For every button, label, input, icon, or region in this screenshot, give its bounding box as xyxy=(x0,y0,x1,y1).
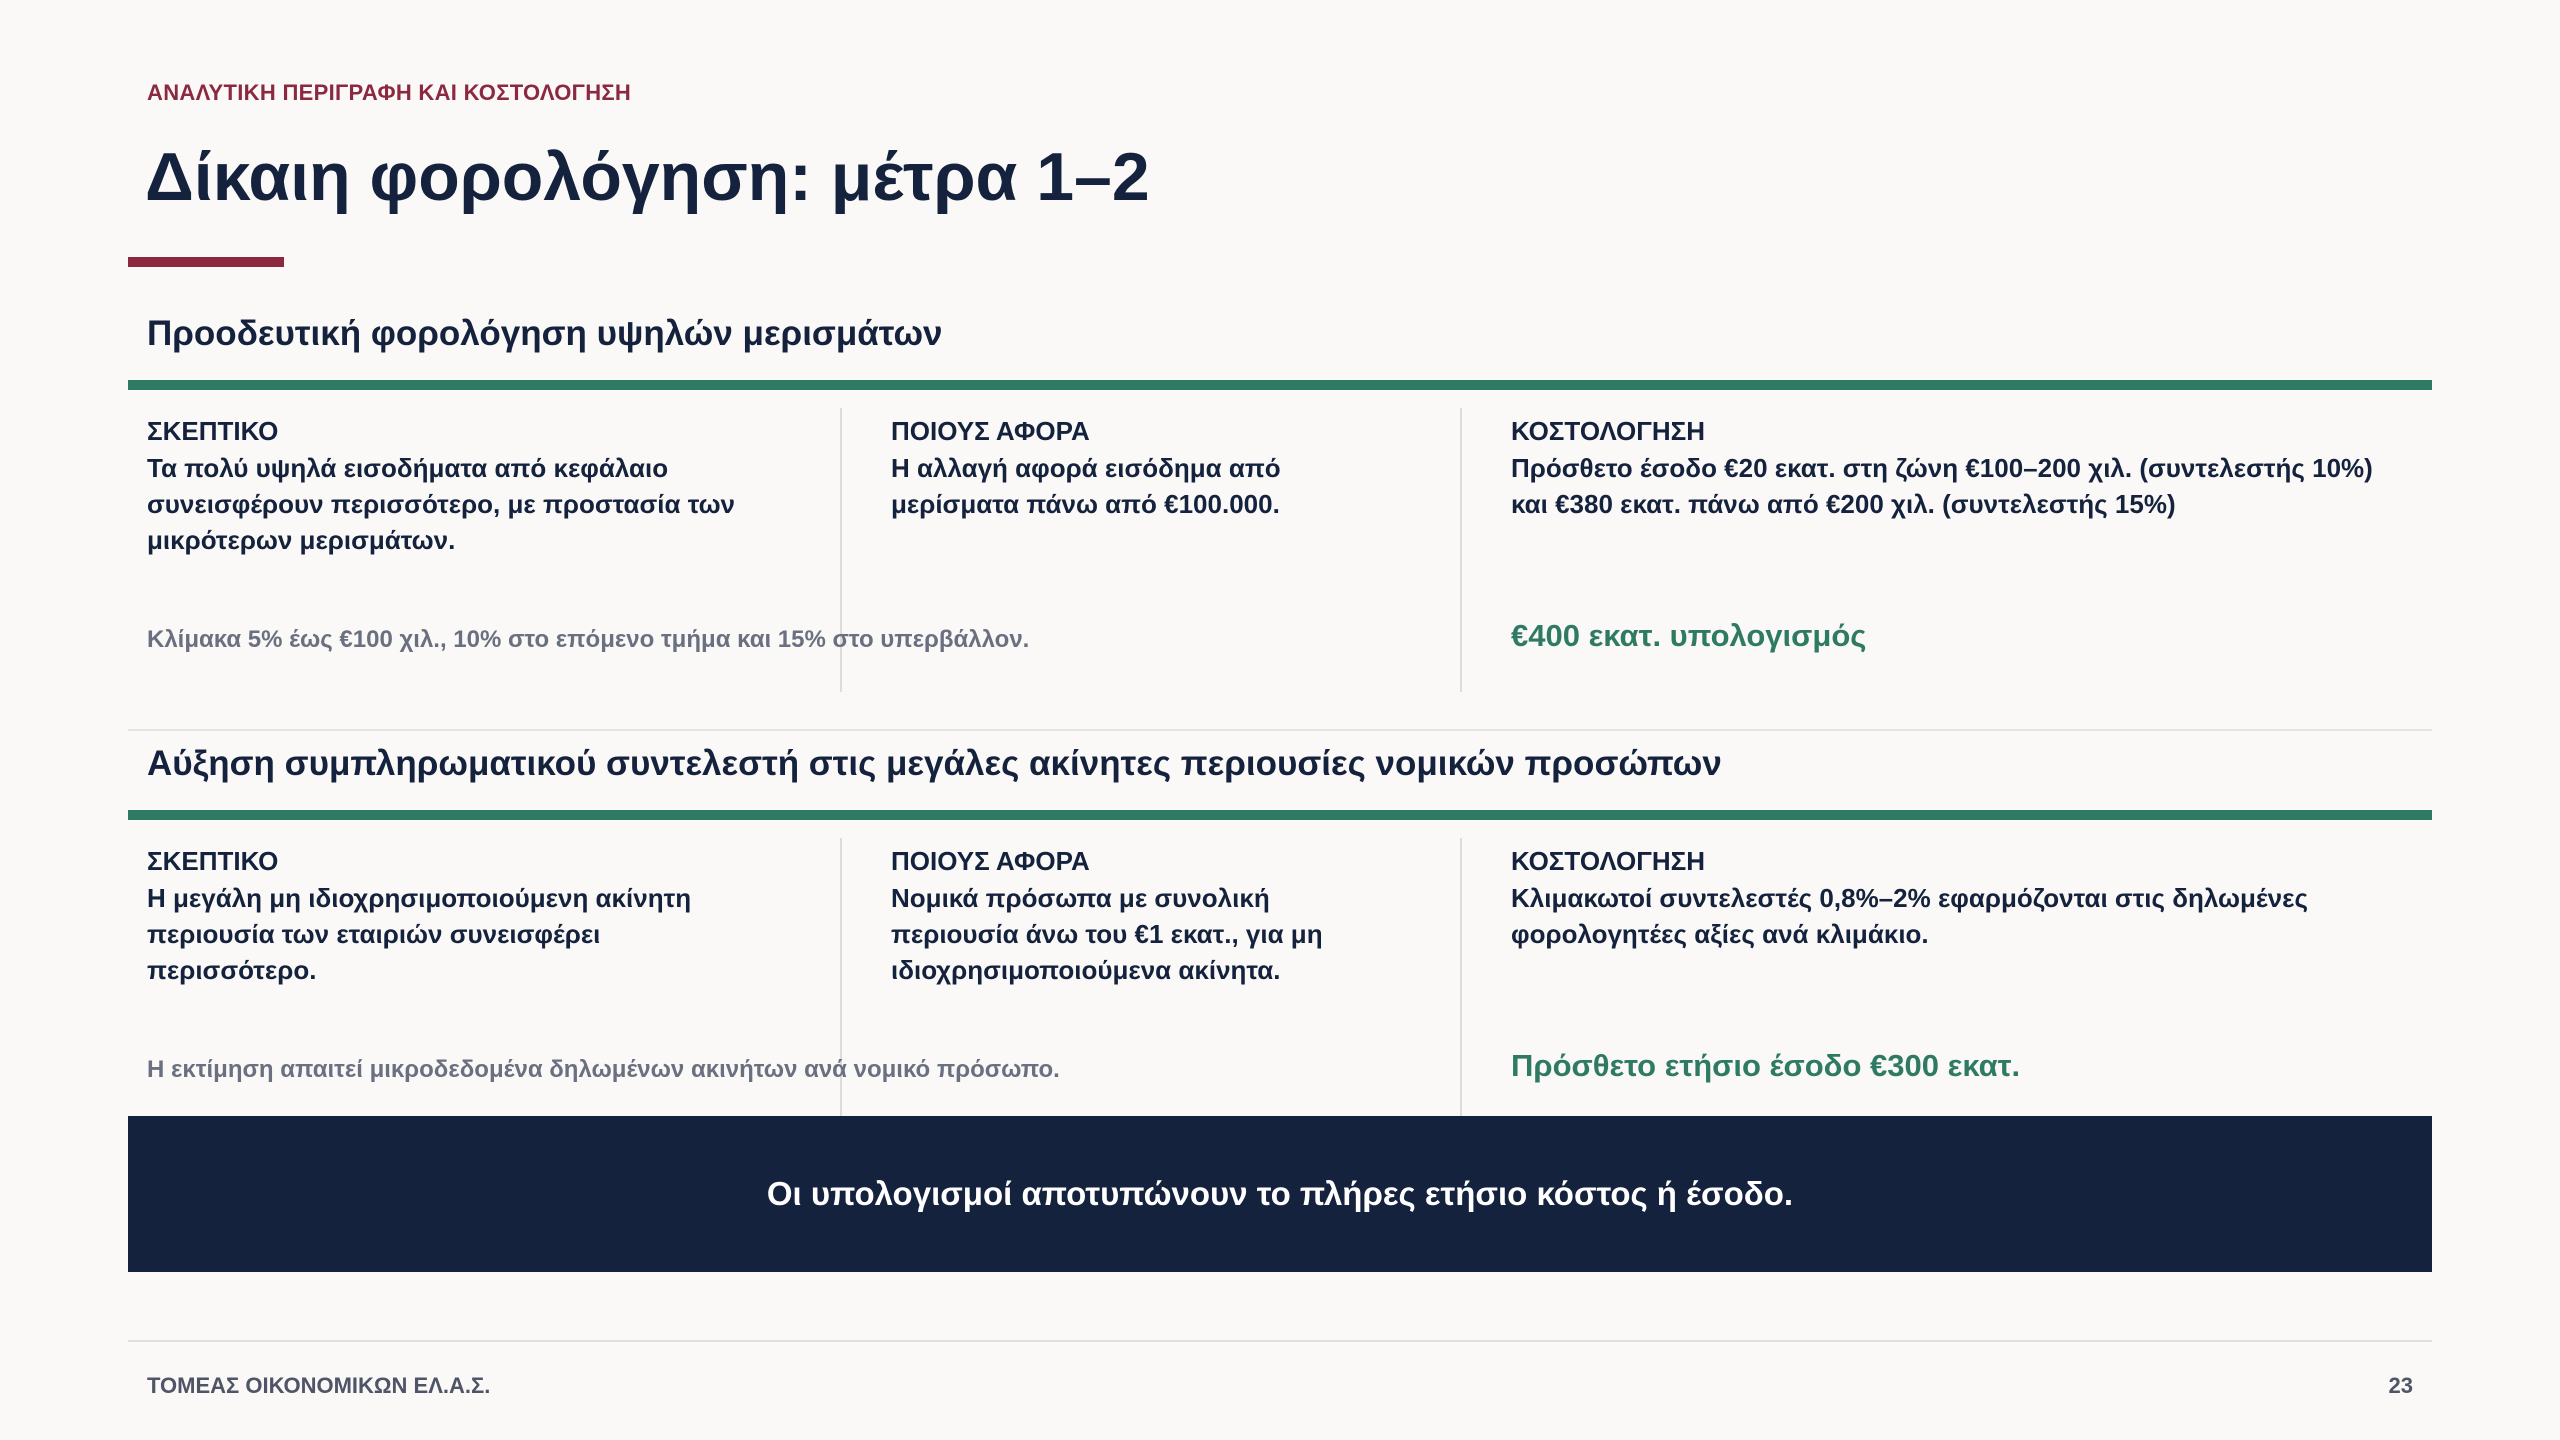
measure-1-divider-2 xyxy=(1460,408,1462,692)
measure-2-rationale-heading: ΣΚΕΠΤΙΚΟ xyxy=(147,846,279,876)
page-number: 23 xyxy=(2388,1373,2413,1398)
measure-1-cost-heading: ΚΟΣΤΟΛΟΓΗΣΗ xyxy=(1511,416,1705,446)
measure-1-rule xyxy=(128,380,2432,390)
measure-2-note: Η εκτίμηση απαιτεί μικροδεδομένα δηλωμένων ακινήτων ανά νομικό πρόσωπο. xyxy=(147,1056,1060,1083)
measure-2-rationale-text: Η μεγάλη μη ιδιοχρησιμοποιούμενη ακίνητη περιουσία των εταιριών συνεισφέρει περισσότερο. xyxy=(147,883,692,985)
measure-1-rationale-text: Τα πολύ υψηλά εισοδήματα από κεφάλαιο συνεισφέρουν περισσότερο, με προστασία των μικρότερων μερισμάτων. xyxy=(147,453,735,555)
measure-1-note: Κλίμακα 5% έως €100 χιλ., 10% στο επόμενο τμήμα και 15% στο υπερβάλλον. xyxy=(147,626,1030,653)
measure-separator xyxy=(128,729,2432,731)
measure-1-title: Προοδευτική φορολόγηση υψηλών μερισμάτων xyxy=(147,314,943,353)
measure-2-cost-heading: ΚΟΣΤΟΛΟΓΗΣΗ xyxy=(1511,846,1705,876)
measure-1-rationale-heading: ΣΚΕΠΤΙΚΟ xyxy=(147,416,279,446)
measure-1-who-text: Η αλλαγή αφορά εισόδημα από μερίσματα πάνω από €100.000. xyxy=(891,453,1281,519)
measure-2-cost-text: Κλιμακωτοί συντελεστές 0,8%–2% εφαρμόζονται στις δηλωμένες φορολογητέες αξίες ανά κλιμάκιο. xyxy=(1511,883,2308,949)
footer-rule xyxy=(128,1340,2432,1342)
section-eyebrow: ΑΝΑΛΥΤΙΚΗ ΠΕΡΙΓΡΑΦΗ ΚΑΙ ΚΟΣΤΟΛΟΓΗΣΗ xyxy=(147,80,632,105)
measure-2-divider-2 xyxy=(1460,838,1462,1116)
footer-organization: ΤΟΜΕΑΣ ΟΙΚΟΝΟΜΙΚΩΝ ΕΛ.Α.Σ. xyxy=(147,1373,491,1398)
summary-banner-text: Οι υπολογισμοί αποτυπώνουν το πλήρες ετήσιο κόστος ή έσοδο. xyxy=(766,1175,1794,1212)
page-title: Δίκαιη φορολόγηση: μέτρα 1–2 xyxy=(145,139,1150,215)
measure-1-who-heading: ΠΟΙΟΥΣ ΑΦΟΡΑ xyxy=(891,416,1090,446)
measure-1-cost-highlight: €400 εκατ. υπολογισμός xyxy=(1511,618,1867,653)
measure-2-rule xyxy=(128,810,2432,820)
measure-1-cost-text: Πρόσθετο έσοδο €20 εκατ. στη ζώνη €100–200 χιλ. (συντελεστής 10%) και €380 εκατ. πάνω από €200 χιλ. (συντελεστής 15%) xyxy=(1511,453,2373,519)
summary-banner xyxy=(128,1116,2432,1272)
measure-2-who-heading: ΠΟΙΟΥΣ ΑΦΟΡΑ xyxy=(891,846,1090,876)
measure-2-title: Αύξηση συμπληρωματικού συντελεστή στις μεγάλες ακίνητες περιουσίες νομικών προσώπων xyxy=(147,744,1722,783)
title-accent-bar xyxy=(128,257,284,267)
measure-2-who-text: Νομικά πρόσωπα με συνολική περιουσία άνω του €1 εκατ., για μη ιδιοχρησιμοποιούμενα ακίνητα. xyxy=(891,883,1323,985)
measure-2-cost-highlight: Πρόσθετο ετήσιο έσοδο €300 εκατ. xyxy=(1511,1048,2021,1083)
